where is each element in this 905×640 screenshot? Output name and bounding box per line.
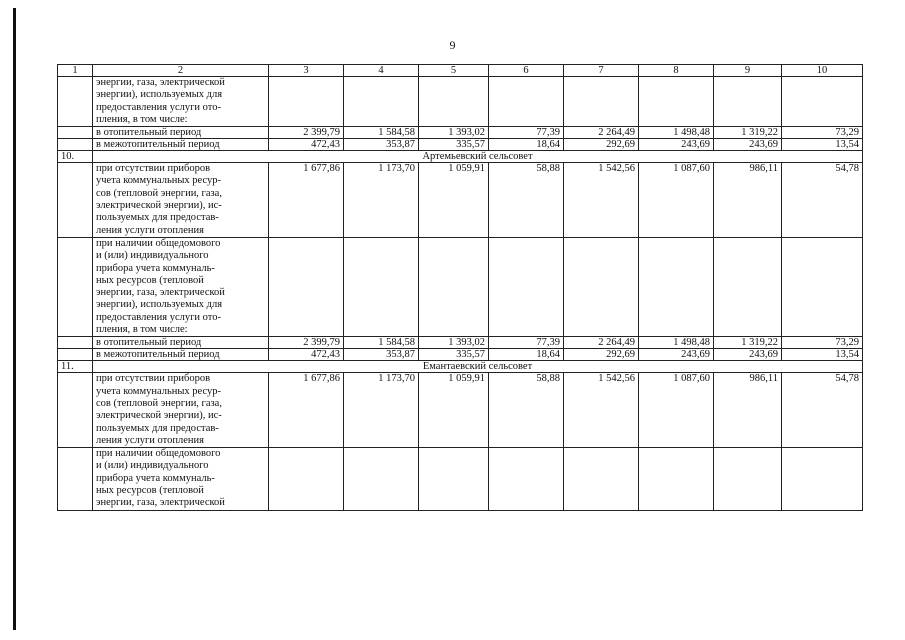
column-number-cell: 5 <box>419 65 489 77</box>
value-cell <box>564 237 639 336</box>
column-number-cell: 10 <box>782 65 863 77</box>
description-cell <box>93 373 269 448</box>
period-label: в отопительный период <box>93 337 269 349</box>
row-number-cell <box>58 337 93 349</box>
page-number: 9 <box>449 38 456 52</box>
description-row <box>58 77 863 127</box>
period-label: в межотопительный период <box>93 139 269 151</box>
description-line: и (или) индивидуального <box>96 250 209 262</box>
period-label: в межотопительный период <box>93 349 269 361</box>
value-cell: 73,29 <box>782 127 863 139</box>
value-cell: 58,88 <box>489 163 564 238</box>
description-line: прибора учета коммуналь- <box>96 472 215 484</box>
value-cell: 1 677,86 <box>269 373 344 448</box>
period-label: в отопительный период <box>93 127 269 139</box>
value-cell: 292,69 <box>564 139 639 151</box>
description-row <box>58 237 863 336</box>
description-line: энергии), используемых для <box>96 89 223 101</box>
value-cell <box>564 448 639 510</box>
value-cell <box>489 448 564 510</box>
column-number-cell: 3 <box>269 65 344 77</box>
value-cell: 1 087,60 <box>639 163 714 238</box>
description-line: пления, в том числе: <box>96 324 188 336</box>
description-line: электрической энергии), ис- <box>96 410 222 422</box>
description-line: ления услуги отопления <box>96 434 204 446</box>
value-cell: 1 393,02 <box>419 337 489 349</box>
value-cell: 1 059,91 <box>419 163 489 238</box>
description-cell <box>93 448 269 510</box>
description-line: энергии), используемых для <box>96 299 223 311</box>
value-cell <box>419 237 489 336</box>
row-number-cell <box>58 349 93 361</box>
section-title: Емантаевский сельсовет <box>93 361 863 373</box>
value-cell: 77,39 <box>489 337 564 349</box>
value-cell: 243,69 <box>639 139 714 151</box>
value-cell <box>639 77 714 127</box>
column-number-cell: 2 <box>93 65 269 77</box>
table-body <box>58 65 863 511</box>
binding-edge-line <box>13 8 16 630</box>
description-line: сов (тепловой энергии, газа, <box>96 397 222 409</box>
row-number-cell <box>58 237 93 336</box>
value-cell <box>269 237 344 336</box>
column-number-cell: 9 <box>714 65 782 77</box>
value-cell: 1 319,22 <box>714 127 782 139</box>
value-cell <box>489 237 564 336</box>
row-number-cell <box>58 77 93 127</box>
description-line: энергии, газа, электрической <box>96 77 225 88</box>
value-cell: 13,54 <box>782 349 863 361</box>
description-line: и (или) индивидуального <box>96 460 209 472</box>
section-row <box>58 151 863 163</box>
value-cell: 1 542,56 <box>564 163 639 238</box>
value-cell: 986,11 <box>714 373 782 448</box>
row-number-cell <box>58 163 93 238</box>
value-cell: 77,39 <box>489 127 564 139</box>
value-cell <box>714 237 782 336</box>
value-cell: 73,29 <box>782 337 863 349</box>
description-line: прибора учета коммуналь- <box>96 262 215 274</box>
value-cell <box>419 77 489 127</box>
value-cell <box>639 237 714 336</box>
value-cell: 1 498,48 <box>639 127 714 139</box>
value-cell: 353,87 <box>344 349 419 361</box>
value-cell <box>782 448 863 510</box>
value-cell <box>344 77 419 127</box>
period-row <box>58 349 863 361</box>
description-line: при отсутствии приборов <box>96 373 211 385</box>
value-cell: 1 393,02 <box>419 127 489 139</box>
description-line: ных ресурсов (тепловой <box>96 485 204 497</box>
value-cell: 2 264,49 <box>564 337 639 349</box>
value-cell: 1 087,60 <box>639 373 714 448</box>
value-cell: 1 542,56 <box>564 373 639 448</box>
value-cell: 472,43 <box>269 349 344 361</box>
description-line: ных ресурсов (тепловой <box>96 274 204 286</box>
column-number-cell: 4 <box>344 65 419 77</box>
value-cell <box>269 77 344 127</box>
row-number-cell <box>58 139 93 151</box>
value-cell <box>269 448 344 510</box>
description-line: пления, в том числе: <box>96 113 188 125</box>
description-line: энергии, газа, электрической <box>96 287 225 299</box>
value-cell: 2 399,79 <box>269 337 344 349</box>
row-number-cell <box>58 373 93 448</box>
value-cell: 1 319,22 <box>714 337 782 349</box>
value-cell <box>782 237 863 336</box>
value-cell: 1 498,48 <box>639 337 714 349</box>
value-cell: 1 173,70 <box>344 163 419 238</box>
description-line: электрической энергии), ис- <box>96 200 222 212</box>
section-number: 10. <box>58 151 93 163</box>
value-cell: 54,78 <box>782 373 863 448</box>
description-row <box>58 448 863 510</box>
value-cell <box>714 448 782 510</box>
value-cell: 2 264,49 <box>564 127 639 139</box>
description-line: пользуемых для предостав- <box>96 422 219 434</box>
description-line: учета коммунальных ресур- <box>96 175 221 187</box>
value-cell: 1 584,58 <box>344 337 419 349</box>
value-cell: 986,11 <box>714 163 782 238</box>
value-cell: 1 584,58 <box>344 127 419 139</box>
description-line: ления услуги отопления <box>96 224 204 236</box>
description-line: при отсутствии приборов <box>96 163 211 175</box>
value-cell <box>344 448 419 510</box>
value-cell: 18,64 <box>489 139 564 151</box>
column-number-row <box>58 65 863 77</box>
value-cell: 1 059,91 <box>419 373 489 448</box>
value-cell: 243,69 <box>714 139 782 151</box>
description-line: при наличии общедомового <box>96 237 221 249</box>
value-cell: 1 677,86 <box>269 163 344 238</box>
description-line: пользуемых для предостав- <box>96 212 219 224</box>
description-line: предоставления услуги ото- <box>96 101 221 113</box>
value-cell: 243,69 <box>714 349 782 361</box>
value-cell <box>489 77 564 127</box>
value-cell: 2 399,79 <box>269 127 344 139</box>
description-row <box>58 373 863 448</box>
value-cell: 54,78 <box>782 163 863 238</box>
column-number-cell: 6 <box>489 65 564 77</box>
value-cell: 243,69 <box>639 349 714 361</box>
value-cell: 13,54 <box>782 139 863 151</box>
section-row <box>58 361 863 373</box>
description-line: предоставления услуги ото- <box>96 311 221 323</box>
description-cell <box>93 237 269 336</box>
description-row <box>58 163 863 238</box>
description-line: при наличии общедомового <box>96 448 221 460</box>
value-cell <box>782 77 863 127</box>
value-cell <box>344 237 419 336</box>
section-number: 11. <box>58 361 93 373</box>
column-number-cell: 7 <box>564 65 639 77</box>
column-number-cell: 8 <box>639 65 714 77</box>
value-cell <box>564 77 639 127</box>
column-number-cell: 1 <box>58 65 93 77</box>
description-line: сов (тепловой энергии, газа, <box>96 187 222 199</box>
value-cell: 353,87 <box>344 139 419 151</box>
value-cell <box>639 448 714 510</box>
period-row <box>58 337 863 349</box>
value-cell: 335,57 <box>419 139 489 151</box>
value-cell: 472,43 <box>269 139 344 151</box>
value-cell: 58,88 <box>489 373 564 448</box>
description-cell <box>93 77 269 127</box>
value-cell <box>419 448 489 510</box>
value-cell: 292,69 <box>564 349 639 361</box>
row-number-cell <box>58 127 93 139</box>
description-line: энергии, газа, электрической <box>96 497 225 509</box>
period-row <box>58 139 863 151</box>
description-line: учета коммунальных ресур- <box>96 385 221 397</box>
value-cell: 1 173,70 <box>344 373 419 448</box>
row-number-cell <box>58 448 93 510</box>
section-title: Артемьевский сельсовет <box>93 151 863 163</box>
tariff-table <box>57 64 863 511</box>
value-cell: 18,64 <box>489 349 564 361</box>
period-row <box>58 127 863 139</box>
description-cell <box>93 163 269 238</box>
value-cell <box>714 77 782 127</box>
value-cell: 335,57 <box>419 349 489 361</box>
